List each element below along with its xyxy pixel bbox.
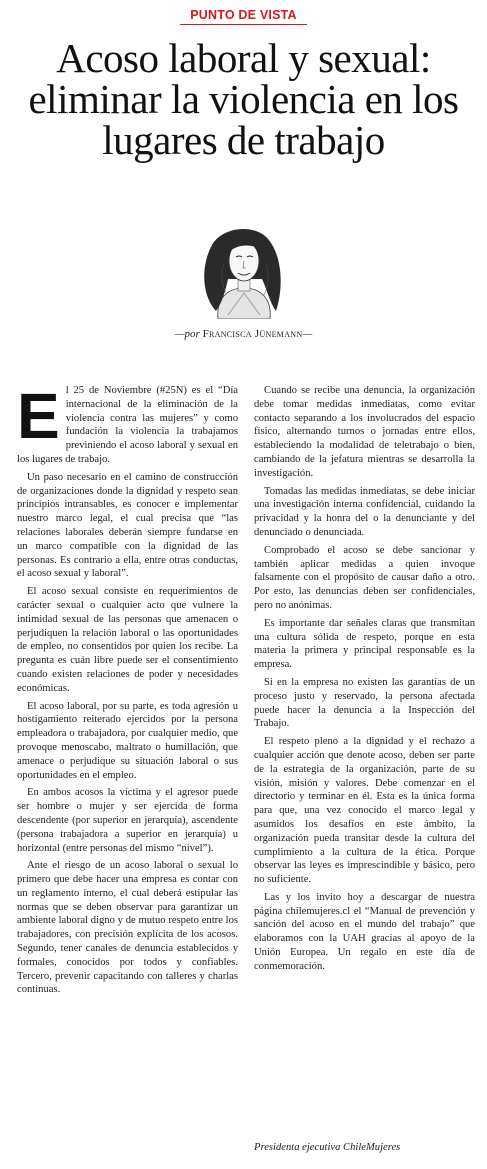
author-portrait-illustration [188, 223, 300, 319]
headline: Acoso laboral y sexual: eliminar la violencia en los lugares de trabajo [28, 35, 459, 163]
paragraph-text: l 25 de Noviembre (#25N) es el “Día internacional de la eliminación de la violencia contra las mujeres” y como fundación la violencia la trabajamos previniendo el acoso laboral y sexual en los lugares de trabajo. [17, 385, 238, 465]
article-paragraph: El acoso laboral, por su parte, es toda agresión u hostigamiento reiterado ejercidos por la persona empleadora o trabajadora, por cualquier medio, que provoque menoscabo, maltrato o humillación, que amenace o perjudique su situación laboral o sus oportunidades en el empleo. [17, 700, 238, 781]
article-paragraph: Tomadas las medidas inmediatas, se debe iniciar una investigación interna confidencial, cuidando la privacidad y la honra del o la denunciante y del denunciado o denunciada. [254, 485, 475, 538]
article-paragraph: Las y los invito hoy a descargar de nuestra página chilemujeres.cl el “Manual de prevención y sanción del acoso en el mundo del trabajo” que elaboramos con la UAH gracias al apoyo de la Unión Europea. Un regalo en este día de conmemoración. [254, 891, 475, 972]
article-paragraph: Un paso necesario en el camino de construcción de organizaciones donde la dignidad y respeto sean principios intransables, es conocer e implementar nuestro marco legal, el cual precisa que “las relaciones laborales deberán siempre fundarse en un marco compatible con la dignidad de las personas. Es contrario a ella, entre otras conductas, el acoso sexual y laboral”. [17, 471, 238, 580]
article-paragraph: Cuando se recibe una denuncia, la organización debe tomar medidas inmediatas, como evitar contacto separando a los involucrados del espacio físico, alternando turnos o jornadas entre ellos, estableciendo la modalidad de teletrabajo o bien, cambiando de la jefatura mientras se desarrolla la investigación. [254, 385, 475, 479]
drop-cap: E [17, 380, 60, 452]
section-kicker: PUNTO DE VISTA [180, 8, 307, 25]
article-paragraph: Ante el riesgo de un acoso laboral o sexual lo primero que debe hacer una empresa es contar con un reglamento interno, el cual deberá estipular las normas que se deben observar para garantizar un ambiente laboral digno y de mutuo respeto entre los trabajadores, con precisión explícita de los acosos. Segundo, tener canales de denuncia establecidos y formales, conocidos por todos y confiables. Tercero, prevenir capacitando con talleres y charlas continuas. [17, 860, 238, 996]
article-paragraph: En ambos acosos la víctima y el agresor puede ser hombre o mujer y ser ejercida de forma descendente (por superior en jerarquía), ascendente (persona trabajadora a superior en jerarquía) u horizontal (entre personas del mismo “nivel”). [17, 787, 238, 854]
author-signature: Presidenta ejecutiva ChileMujeres [254, 1142, 401, 1153]
article-paragraph: El respeto pleno a la dignidad y el rechazo a cualquier acción que denote acoso, deben ser parte de la estrategia de la organización, parte de su visión, misión y valores. Debe comenzar en el directorio y terminar en él. Esta es la única forma para que, una vez conocido el marco legal y asumidos los desafíos en este ámbito, la organización pueda transitar desde la cultura del cumplimiento a la cultura de la ética. Porque observar las leyes es imprescindible y básico, pero no suficiente. [254, 736, 475, 886]
kicker-wrap [0, 0, 487, 26]
article-paragraph [17, 380, 238, 467]
article-paragraph: Si en la empresa no existen las garantías de un proceso justo y reservado, la persona afectada puede hacer la denuncia a la Inspección del Trabajo. [254, 676, 475, 730]
byline-suffix: — [302, 328, 313, 340]
article-paragraph: Comprobado el acoso se debe sancionar y también aplicar medidas a quien invoque falsamente con el propósito de causar daño a otro. Por esto, las denuncias deben ser confidenciales, pero no anónimas. [254, 544, 475, 611]
byline-author: Francisca Jünemann [202, 328, 303, 340]
article-paragraph: Es importante dar señales claras que transmitan una cultura sólida de respeto, porque en esta materia la primera y principal responsable es la empresa. [254, 617, 475, 671]
byline-prefix: —por [174, 328, 200, 340]
byline [0, 328, 487, 340]
article-paragraph: El acoso sexual consiste en requerimientos de carácter sexual o cualquier acto que vulnere la intimidad sexual de las personas que amenacen o perjudiquen la relación laboral o las oportunidades de empleo, no consentidos por quien los recibe. La pregunta es cuán libre puede ser el consentimiento cuando existen relaciones de poder y necesidades económicas. [17, 586, 238, 694]
article-body [17, 380, 475, 1122]
